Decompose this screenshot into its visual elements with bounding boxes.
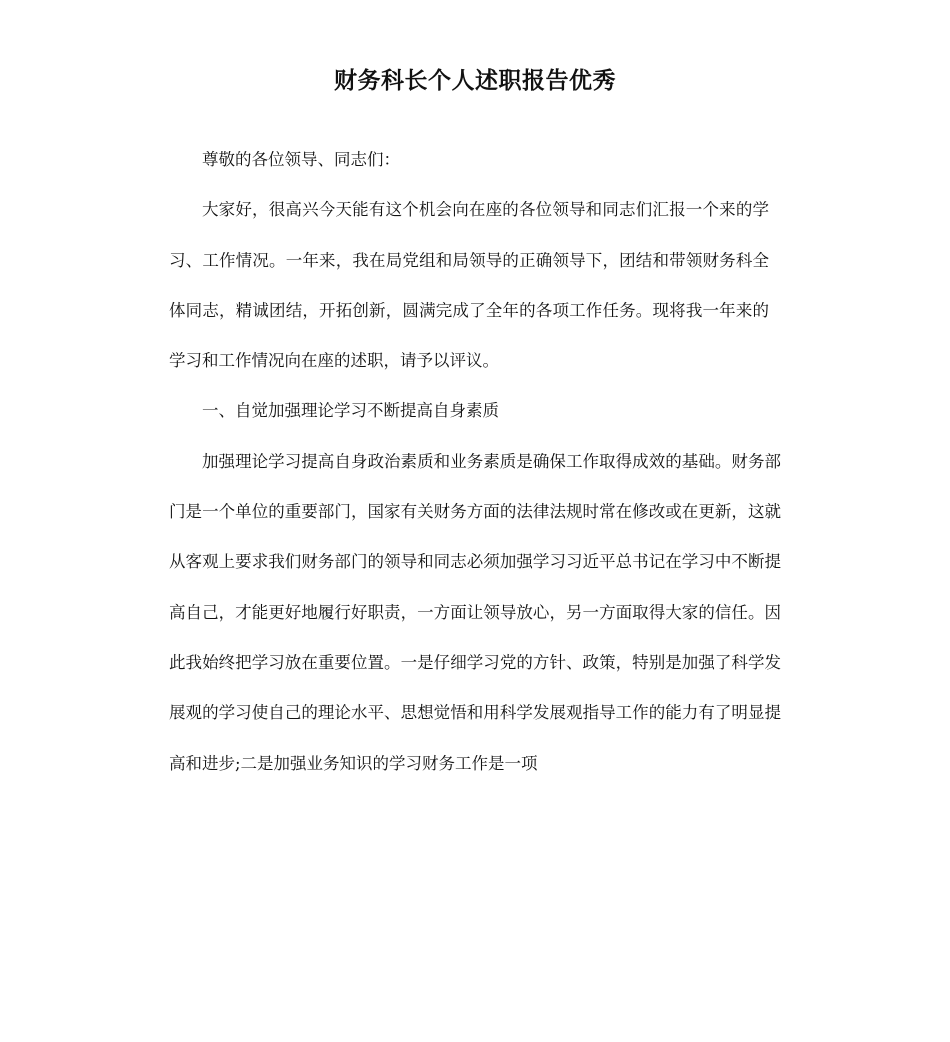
opening-paragraph: 大家好，很高兴今天能有这个机会向在座的各位领导和同志们汇报一个来的学习、工作情况。一年来，我在局党组和局领导的正确领导下，团结和带领财务科全体同志，精诚团结，开拓创新，圆满完成了全年的各项工作任务。现将我一年来的学习和工作情况向在座的述职，请予以评议。	[169, 200, 769, 371]
section-1-paragraph: 加强理论学习提高自身政治素质和业务素质是确保工作取得成效的基础。财务部门是一个单位的重要部门，国家有关财务方面的法律法规时常在修改或在更新，这就从客观上要求我们财务部门的领导和同志必须加强学习习近平总书记在学习中不断提高自己，才能更好地履行好职责，一方面让领导放心，另一方面取得大家的信任。因此我始终把学习放在重要位置。一是仔细学习党的方针、政策，特别是加强了科学发展观的学习使自己的理论水平、思想觉悟和用科学发展观指导工作的能力有了明显提高和进步;二是加强业务知识的学习财务工作是一项	[169, 451, 781, 773]
document-body	[169, 135, 781, 789]
section-heading-1: 一、自觉加强理论学习不断提高自身素质	[202, 401, 499, 421]
salutation-paragraph: 尊敬的各位领导、同志们：	[202, 150, 400, 169]
document-title: 财务科长个人述职报告优秀	[334, 68, 616, 94]
